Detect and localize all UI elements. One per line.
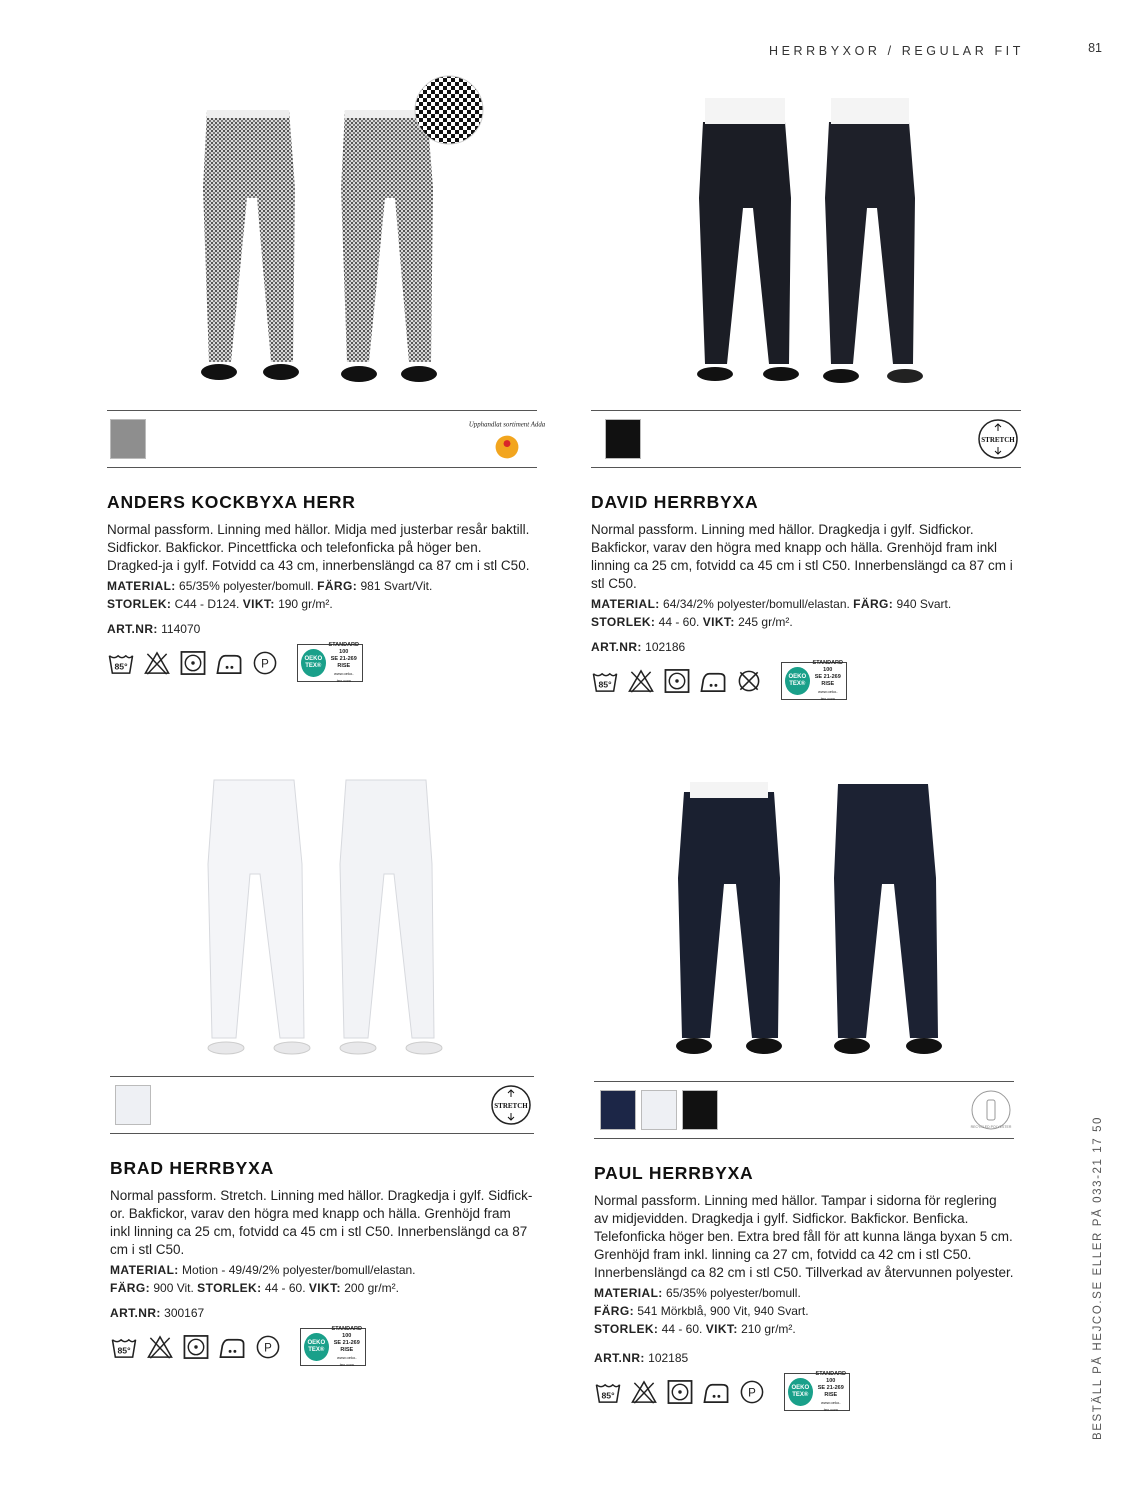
product-artnr: ART.NR: 300167 — [110, 1306, 205, 1320]
color-swatches — [605, 419, 641, 459]
stretch-icon — [490, 1084, 532, 1126]
product-photo — [594, 748, 1014, 1077]
tumble-dry-icon — [182, 1334, 210, 1360]
product-description: Normal passform. Linning med hällor. Midja med justerbar resår baktill. Sidfickor. Bakfickor. Pincettficka och telefonficka på höger ben. Dragked-ja i gylf. Fotvidd ca 43 cm, innerbenslängd ca 87 cm i stl C50. — [107, 522, 530, 573]
fabric-closeup — [415, 76, 483, 144]
oeko-tex-label: OEKO TEX® STANDARD 100 SE 21-269 RISE www.oeko-tex.com — [300, 1328, 366, 1366]
product-anders — [107, 78, 546, 683]
product-artnr: ART.NR: 102185 — [594, 1351, 689, 1365]
oeko-tex-label: OEKO TEX® STANDARD 100 SE 21-269 RISE www.oeko-tex.com — [781, 662, 847, 700]
iron-2-dots-icon — [702, 1379, 730, 1405]
trousers-front-image — [697, 98, 799, 381]
product-title: PAUL HERRBYXA — [594, 1163, 754, 1183]
color-swatch[interactable] — [600, 1090, 636, 1130]
trousers-front-image — [208, 780, 310, 1054]
care-icons — [591, 662, 1021, 700]
tumble-dry-icon — [179, 650, 207, 676]
page-number: 81 — [1088, 41, 1102, 55]
wash-85-icon — [591, 668, 619, 694]
product-title: DAVID HERRBYXA — [591, 492, 759, 512]
product-size-weight: STORLEK: C44 - D124. VIKT: 190 gr/m². — [107, 597, 333, 611]
stretch-label: STRETCH — [981, 436, 1015, 444]
svg-text:P: P — [264, 1342, 272, 1355]
adda-icon — [468, 415, 546, 463]
svg-text:P: P — [748, 1387, 756, 1400]
product-artnr: ART.NR: 102186 — [591, 640, 686, 654]
product-size-weight: STORLEK: 44 - 60. VIKT: 210 gr/m². — [594, 1322, 796, 1336]
dryclean-p-icon — [738, 1379, 766, 1405]
product-description: Normal passform. Stretch. Linning med hällor. Dragkedja i gylf. Sidfick-or. Bakfickor, varav den högra med knapp och hälla. Grenhöjd fram inkl linning ca 25 cm, fotvidd ca 45 cm i stl C50. Innerbenslängd ca 87 cm i stl C50. — [110, 1188, 533, 1257]
product-description: Normal passform. Linning med hällor. Tampar i sidorna för reglering av midjevidden. Dragkedja i gylf. Sidfickor. Bakfickor. Benficka. Telefonficka höger ben. Extra bred fåll för att kunna länga byxan 5 cm. Grenhöjd fram inkl. linning ca 27 cm, fotvidd ca 42 cm i stl C50. Innerbenslängd ca 82 cm i stl C50. Tillverkad av återvunnen polyester. — [594, 1193, 1014, 1280]
trousers-back-image — [340, 780, 442, 1054]
no-bleach-icon — [627, 668, 655, 694]
svg-text:85°: 85° — [114, 661, 128, 672]
oeko-tex-logo: OEKO TEX® — [304, 1333, 329, 1361]
product-color: FÄRG: 541 Mörkblå, 900 Vit, 940 Svart. — [594, 1304, 809, 1318]
oeko-tex-logo: OEKO TEX® — [301, 649, 326, 677]
dryclean-p-icon — [251, 650, 279, 676]
trousers-front-image — [201, 110, 299, 380]
trousers-back-image — [823, 98, 923, 383]
dryclean-p-icon — [254, 1334, 282, 1360]
wash-85-icon — [107, 650, 135, 676]
recycled-icon — [970, 1089, 1012, 1131]
color-swatches — [110, 419, 146, 459]
care-icons — [107, 644, 537, 682]
color-swatches — [600, 1090, 718, 1130]
trousers-back-image — [834, 784, 942, 1054]
no-dryclean-icon — [735, 668, 763, 694]
product-material: MATERIAL: Motion - 49/49/2% polyester/bomull/elastan. — [110, 1263, 416, 1277]
stretch-icon — [977, 418, 1019, 460]
svg-text:P: P — [261, 658, 269, 671]
product-size-weight: STORLEK: 44 - 60. VIKT: 245 gr/m². — [591, 615, 793, 629]
trousers-front-image — [676, 782, 782, 1054]
product-title: BRAD HERRBYXA — [110, 1158, 275, 1178]
section-header: HERRBYXOR / REGULAR FIT — [768, 44, 1024, 58]
svg-text:85°: 85° — [117, 1345, 131, 1356]
product-brad — [110, 744, 534, 1366]
iron-2-dots-icon — [218, 1334, 246, 1360]
color-swatch[interactable] — [605, 419, 641, 459]
care-icons — [110, 1328, 534, 1366]
product-material-color: MATERIAL: 65/35% polyester/bomull. FÄRG: 981 Svart/Vit. — [107, 579, 433, 593]
product-photo — [591, 78, 1021, 406]
product-material: MATERIAL: 65/35% polyester/bomull. — [594, 1286, 801, 1300]
no-bleach-icon — [143, 650, 171, 676]
product-description: Normal passform. Linning med hällor. Dragkedja i gylf. Sidfickor. Bakfickor, varav den högra med knapp och hälla. Grenhöjd fram inkl linning ca 25 cm, fotvidd ca 45 cm i stl C50. Innerbenslängd ca 87 cm i stl C50. — [591, 522, 1013, 591]
tumble-dry-icon — [666, 1379, 694, 1405]
swatch-bar — [110, 1076, 534, 1134]
oeko-tex-label: OEKO TEX® STANDARD 100 SE 21-269 RISE www.oeko-tex.com — [297, 644, 363, 682]
oeko-tex-label: OEKO TEX® STANDARD 100 SE 21-269 RISE www.oeko-tex.com — [784, 1373, 850, 1411]
recycled-label: RECYCLED POLYESTER — [970, 1125, 1012, 1129]
color-swatch[interactable] — [682, 1090, 718, 1130]
trousers-back-image — [341, 110, 437, 382]
tumble-dry-icon — [663, 668, 691, 694]
product-artnr: ART.NR: 114070 — [107, 622, 201, 636]
wash-85-icon — [110, 1334, 138, 1360]
swatch-bar — [591, 410, 1021, 468]
color-swatch[interactable] — [110, 419, 146, 459]
adda-label: Upphandlat sortiment Adda — [468, 421, 546, 429]
no-bleach-icon — [146, 1334, 174, 1360]
color-swatches — [115, 1085, 151, 1125]
color-swatch[interactable] — [641, 1090, 677, 1130]
product-material-color: MATERIAL: 64/34/2% polyester/bomull/elastan. FÄRG: 940 Svart. — [591, 597, 952, 611]
order-info-vertical: BESTÄLL PÅ HEJCO.SE ELLER PÅ 033-21 17 50 — [1092, 1115, 1104, 1440]
product-paul — [594, 748, 1014, 1411]
iron-2-dots-icon — [215, 650, 243, 676]
wash-85-icon — [594, 1379, 622, 1405]
product-title: ANDERS KOCKBYXA HERR — [107, 492, 356, 512]
product-photo — [110, 744, 534, 1072]
iron-2-dots-icon — [699, 668, 727, 694]
product-color-size-weight: FÄRG: 900 Vit. STORLEK: 44 - 60. VIKT: 200 gr/m². — [110, 1281, 399, 1295]
no-bleach-icon — [630, 1379, 658, 1405]
product-photo — [107, 78, 537, 406]
svg-text:85°: 85° — [601, 1390, 615, 1401]
oeko-tex-logo: OEKO TEX® — [785, 667, 810, 695]
product-david — [591, 78, 1021, 700]
swatch-bar — [594, 1081, 1014, 1139]
care-icons — [594, 1373, 1014, 1411]
svg-text:85°: 85° — [598, 679, 612, 690]
oeko-tex-logo: OEKO TEX® — [788, 1378, 813, 1406]
swatch-bar — [107, 410, 546, 468]
color-swatch[interactable] — [115, 1085, 151, 1125]
stretch-label: STRETCH — [494, 1102, 528, 1110]
